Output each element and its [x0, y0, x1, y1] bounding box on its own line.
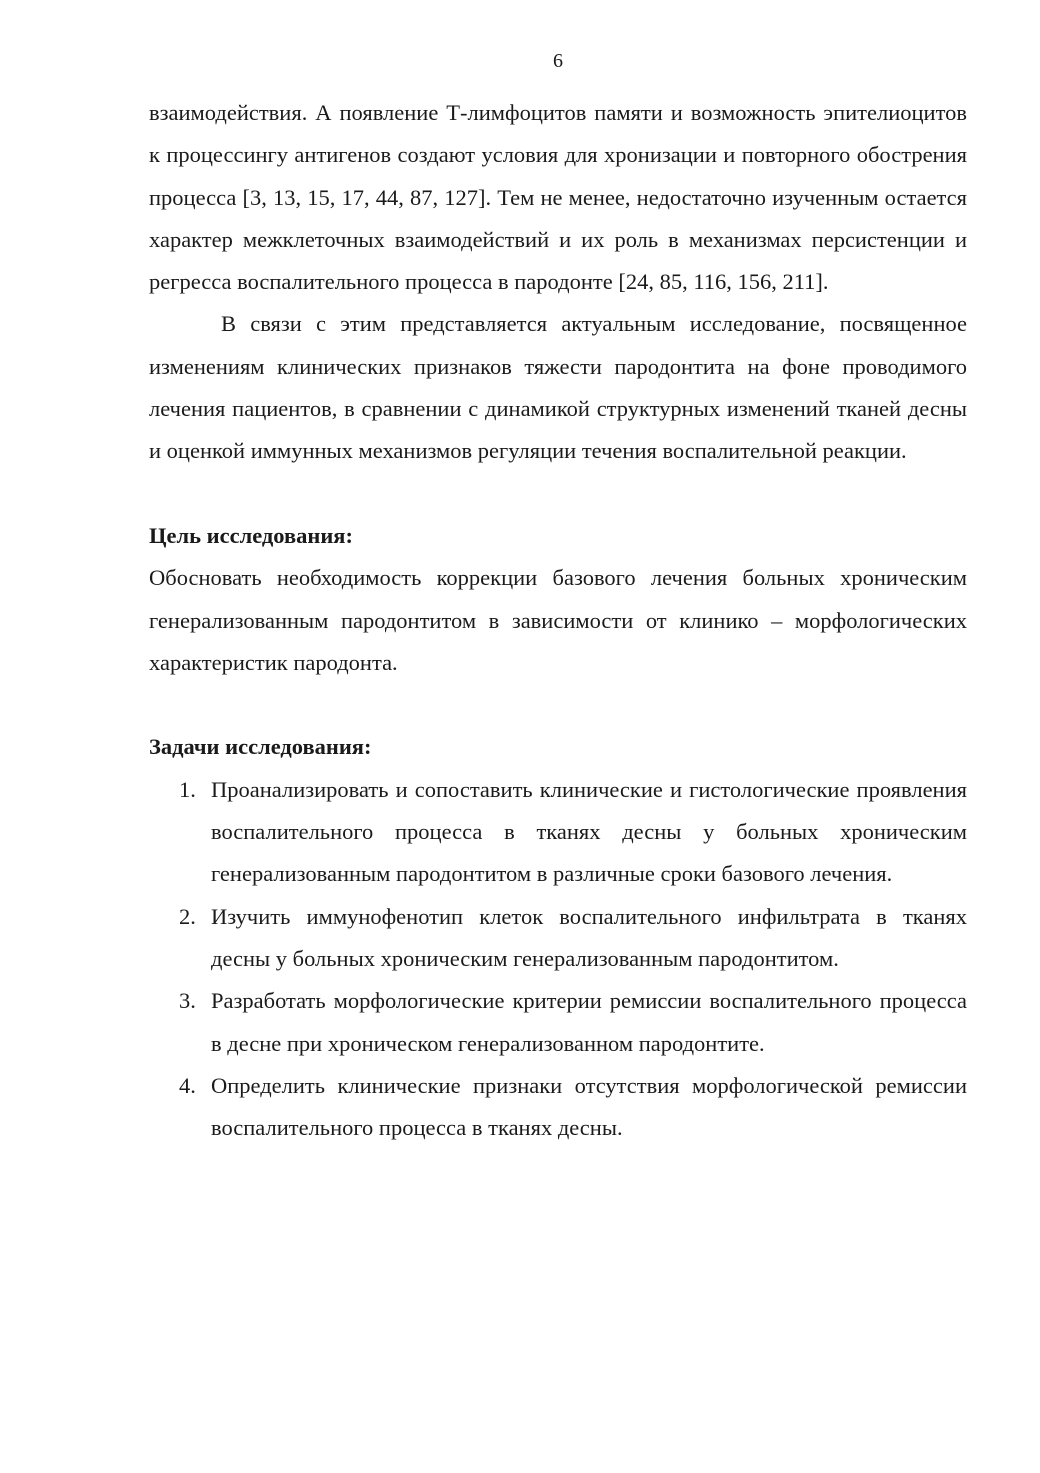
goal-heading: Цель исследования: [149, 522, 353, 548]
spacer [149, 684, 967, 726]
list-item-text: Определить клинические признаки отсутствия морфологической ремиссии воспалительного процесса в тканях десны. [211, 1072, 967, 1141]
list-item [149, 896, 967, 981]
list-item-number: 2. [179, 903, 196, 929]
list-item [149, 980, 967, 1065]
list-item [149, 1065, 967, 1150]
goal-text: Обосновать необходимость коррекции базового лечения больных хроническим генерализованным пародонтитом в зависимости от клинико – морфологических характеристик пародонта. [149, 565, 967, 675]
spacer [149, 473, 967, 515]
tasks-list [149, 769, 967, 1150]
list-item-number: 3. [179, 988, 196, 1014]
paragraph-relevance: В связи с этим представляется актуальным исследование, посвященное изменениям клинических признаков тяжести пародонтита на фоне проводимого лечения пациентов, в сравнении с динамикой структурных изменений тканей десны и оценкой иммунных механизмов регуляции течения воспалительной реакции. [149, 311, 967, 464]
list-item-text: Проанализировать и сопоставить клинические и гистологические проявления воспалительного процесса в тканях десны у больных хроническим генерализованным пародонтитом в различные сроки базового лечения. [211, 776, 967, 887]
list-item-number: 4. [179, 1072, 196, 1098]
list-item [149, 769, 967, 896]
paragraph-intro: взаимодействия. А появление Т-лимфоцитов памяти и возможность эпителиоцитов к процессингу антигенов создают условия для хронизации и повторного обострения процесса [3, 13, 15, 17, 44, 87, 127]. Тем не менее, недостаточно изученным остается характер межклеточных взаимодействий и их роль в механизмах персистенции и регресса воспалительного процесса в пародонте [24, 85, 116, 156, 211]. [149, 100, 967, 295]
list-item-number: 1. [179, 776, 196, 802]
page-number: 6 [553, 50, 563, 72]
list-item-text: Разработать морфологические критерии ремиссии воспалительного процесса в десне при хроническом генерализованном пародонтите. [211, 988, 967, 1056]
list-item-text: Изучить иммунофенотип клеток воспалительного инфильтрата в тканях десны у больных хроническим генерализованным пародонтитом. [211, 903, 967, 971]
tasks-heading: Задачи исследования: [149, 734, 372, 760]
document-body [149, 92, 967, 1149]
